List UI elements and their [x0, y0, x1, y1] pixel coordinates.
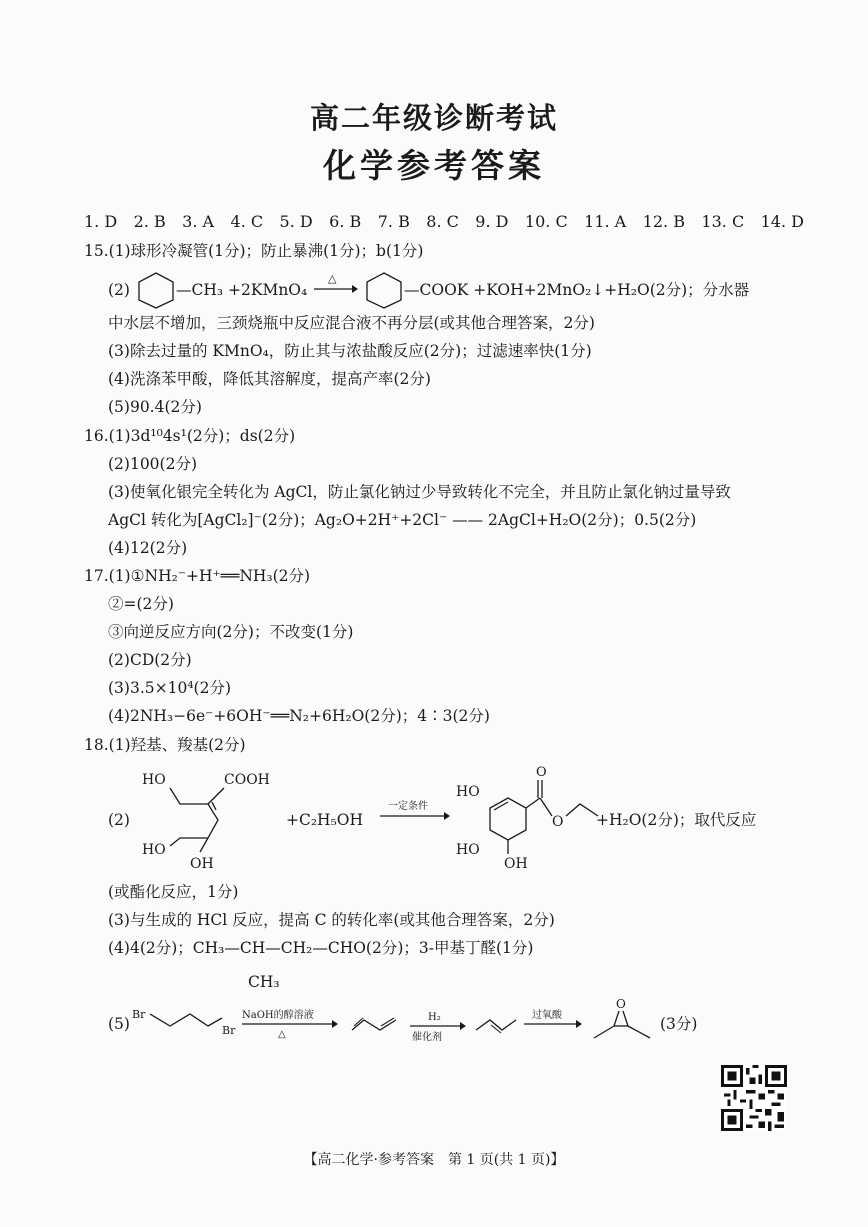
cooh-label: COOH: [224, 772, 270, 788]
q16-line-2: (2)100(2分): [108, 455, 197, 473]
choice-answer: 4. C: [230, 212, 264, 231]
choice-answer: 7. B: [377, 212, 410, 231]
q15-line-2-label: (2): [108, 281, 130, 299]
benzene-ring-icon: [134, 270, 178, 310]
q15-line-2-reactants: —CH₃ +2KMnO₄: [176, 281, 308, 299]
oh-label: OH: [504, 856, 528, 872]
choice-answer: 12. B: [642, 212, 685, 231]
choice-answer: 13. C: [701, 212, 745, 231]
epoxide-o-label: O: [616, 997, 626, 1011]
ho-label: HO: [142, 842, 166, 858]
heat-symbol: △: [328, 272, 337, 285]
q17-line-4: (2)CD(2分): [108, 651, 192, 669]
q17-line-6: (4)2NH₃−6e⁻+6OH⁻══N₂+6H₂O(2分)；4∶3(2分): [108, 707, 490, 725]
q17-line-5: (3)3.5×10⁴(2分): [108, 679, 231, 697]
reagent-2-label: H₂: [428, 1012, 441, 1023]
ho-label: HO: [142, 772, 166, 788]
page-subtitle: 化学参考答案: [323, 146, 545, 185]
q16-line-5: (4)12(2分): [108, 539, 188, 557]
product-structure: [452, 760, 602, 872]
q18-line-4: (3)与生成的 HCl 反应，提高 C 的转化率(或其他合理答案，2分): [108, 911, 555, 929]
q15-line-2-products: —COOK +KOH+2MnO₂↓+H₂O(2分)；分水器: [404, 281, 750, 299]
choice-answer: 5. D: [279, 212, 313, 231]
choice-answer: 3. A: [182, 212, 215, 231]
page-footer: 【高二化学·参考答案 第 1 页(共 1 页)】: [303, 1152, 565, 1168]
epoxidation-arrow: [522, 1008, 584, 1034]
q15-line-5: (4)洗涤苯甲酸，降低其溶解度，提高产率(2分): [108, 370, 431, 388]
page-title: 高二年级诊断考试: [309, 101, 558, 135]
choice-answer: 14. D: [760, 212, 804, 231]
hydrogenation-arrow: [408, 1010, 468, 1044]
reaction-arrow: [378, 798, 452, 824]
q18-part-5-label: (5): [108, 1015, 130, 1033]
br-label: Br: [132, 1008, 146, 1021]
q15-line-3: 中水层不增加，三颈烧瓶中反应混合液不再分层(或其他合理答案，2分): [108, 314, 595, 332]
methyl-branch: CH₃: [248, 973, 280, 991]
carbonyl-o-label: O: [536, 765, 547, 780]
q15-line-4: (3)除去过量的 KMnO₄，防止其与浓盐酸反应(2分)；过滤速率快(1分): [108, 342, 592, 360]
choice-answer: 6. B: [329, 212, 362, 231]
catalyst-label: 催化剂: [412, 1032, 442, 1043]
benzene-ring-icon: [362, 270, 406, 310]
q18-line-3: (或酯化反应，1分): [108, 883, 239, 901]
choice-answer: 2. B: [133, 212, 166, 231]
heat-symbol: △: [278, 1029, 286, 1040]
qr-code-icon: [721, 1065, 787, 1131]
butene-structure: [472, 1010, 522, 1036]
choice-answer: 10. C: [524, 212, 568, 231]
br-label: Br: [222, 1024, 236, 1037]
q17-line-2: ②=(2分): [108, 595, 174, 613]
ho-label: HO: [456, 842, 480, 858]
q18-line-1: 18.(1)羟基、羧基(2分): [84, 736, 246, 754]
choice-answer: 9. D: [475, 212, 509, 231]
ester-o-label: O: [552, 814, 564, 830]
q16-line-1: 16.(1)3d¹⁰4s¹(2分)；ds(2分): [84, 427, 296, 445]
q18-line-5: (4)4(2分)；CH₃—CH—CH₂—CHO(2分)；3-甲基丁醛(1分): [108, 939, 534, 957]
q17-line-1: 17.(1)①NH₂⁻+H⁺══NH₃(2分): [84, 567, 311, 585]
epoxide-structure: [586, 996, 658, 1042]
q15-line-1: 15.(1)球形冷凝管(1分)；防止暴沸(1分)；b(1分): [84, 242, 424, 260]
heat-arrow: [312, 272, 358, 298]
reagent-1-label: NaOH的醇溶液: [242, 1010, 314, 1021]
choice-answer: 1. D: [84, 212, 118, 231]
q18-part-5-score: (3分): [660, 1015, 698, 1033]
reactant-structure: [140, 760, 290, 872]
q16-line-4: AgCl 转化为[AgCl₂]⁻(2分)；Ag₂O+2H⁺+2Cl⁻ —— 2AgCl+H₂O(2分)；0.5(2分): [108, 511, 697, 529]
choice-answer: 8. C: [426, 212, 459, 231]
choice-answers: [84, 212, 804, 231]
q18-part-2-label: (2): [108, 811, 130, 829]
elimination-arrow: [240, 1008, 340, 1040]
q15-line-6: (5)90.4(2分): [108, 398, 202, 416]
butadiene-structure: [348, 1010, 404, 1036]
ho-label: HO: [456, 784, 480, 800]
q16-line-3: (3)使氧化银完全转化为 AgCl，防止氯化钠过少导致转化不完全，并且防止氯化钠过量导致: [108, 483, 731, 501]
choice-answer: 11. A: [584, 212, 627, 231]
dibromobutane-structure: [130, 1004, 240, 1038]
condition-label: 一定条件: [388, 801, 428, 812]
q17-line-3: ③向逆反应方向(2分)；不改变(1分): [108, 623, 354, 641]
oh-label: OH: [190, 856, 214, 872]
q18-part-2-tail: +H₂O(2分)；取代反应: [596, 811, 757, 829]
reagent-3-label: 过氧酸: [532, 1010, 562, 1021]
ethanol-reagent: +C₂H₅OH: [286, 811, 364, 829]
